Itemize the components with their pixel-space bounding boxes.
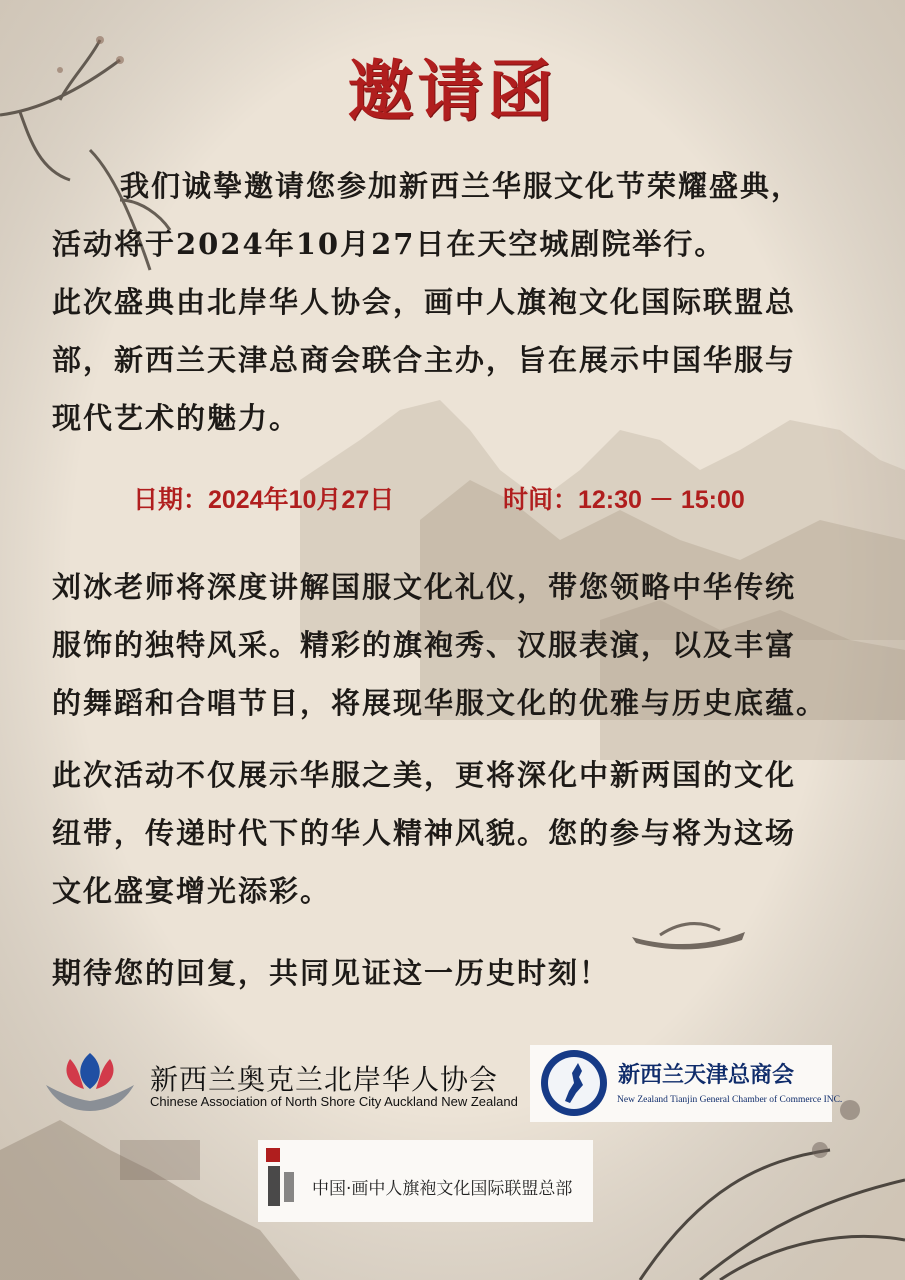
intro-line: 现代艺术的魅力。	[52, 401, 301, 435]
tianjin-chamber-emblem	[538, 1047, 610, 1119]
program-line: 服饰的独特风采。精彩的旗袍秀、汉服表演，以及丰富	[52, 628, 797, 662]
program-line: 刘冰老师将深度讲解国服文化礼仪，带您领略中华传统	[52, 570, 797, 604]
significance-line: 此次活动不仅展示华服之美，更将深化中新两国的文化	[52, 758, 797, 792]
intro-line: 活动将于2024年10月27日在天空城剧院举行。	[52, 227, 726, 261]
north-shore-association-name-cn: 新西兰奥克兰北岸华人协会	[150, 1063, 499, 1096]
closing-paragraph	[52, 944, 872, 1002]
event-date: 日期：2024年10月27日	[133, 486, 395, 514]
intro-line: 此次盛典由北岸华人协会，画中人旗袍文化国际联盟总	[52, 285, 797, 319]
tianjin-chamber-name-cn: 新西兰天津总商会	[618, 1062, 795, 1088]
significance-line: 文化盛宴增光添彩。	[52, 874, 332, 908]
significance-paragraph	[52, 746, 872, 920]
painting-alliance-name-cn: 中国·画中人旗袍文化国际联盟总部	[312, 1179, 573, 1199]
tianjin-chamber-name-en: New Zealand Tianjin General Chamber of Commerce INC.	[617, 1095, 843, 1105]
north-shore-association-name-en: Chinese Association of North Shore City Auckland New Zealand	[150, 1094, 518, 1109]
intro-paragraph	[52, 157, 872, 447]
page-title: 邀请函	[347, 53, 558, 130]
north-shore-association-logo	[40, 1045, 140, 1117]
program-line: 的舞蹈和合唱节目，将展现华服文化的优雅与历史底蕴。	[52, 686, 828, 720]
closing-line: 期待您的回复，共同见证这一历史时刻！	[52, 956, 611, 990]
event-time: 时间：12:30 － 15:00	[503, 486, 745, 514]
significance-line: 纽带，传递时代下的华人精神风貌。您的参与将为这场	[52, 816, 797, 850]
intro-line: 我们诚挚邀请您参加新西兰华服文化节荣耀盛典，	[120, 169, 803, 203]
program-paragraph	[52, 558, 872, 732]
painting-alliance-seal	[262, 1144, 302, 1218]
intro-line: 部，新西兰天津总商会联合主办，旨在展示中国华服与	[52, 343, 797, 377]
